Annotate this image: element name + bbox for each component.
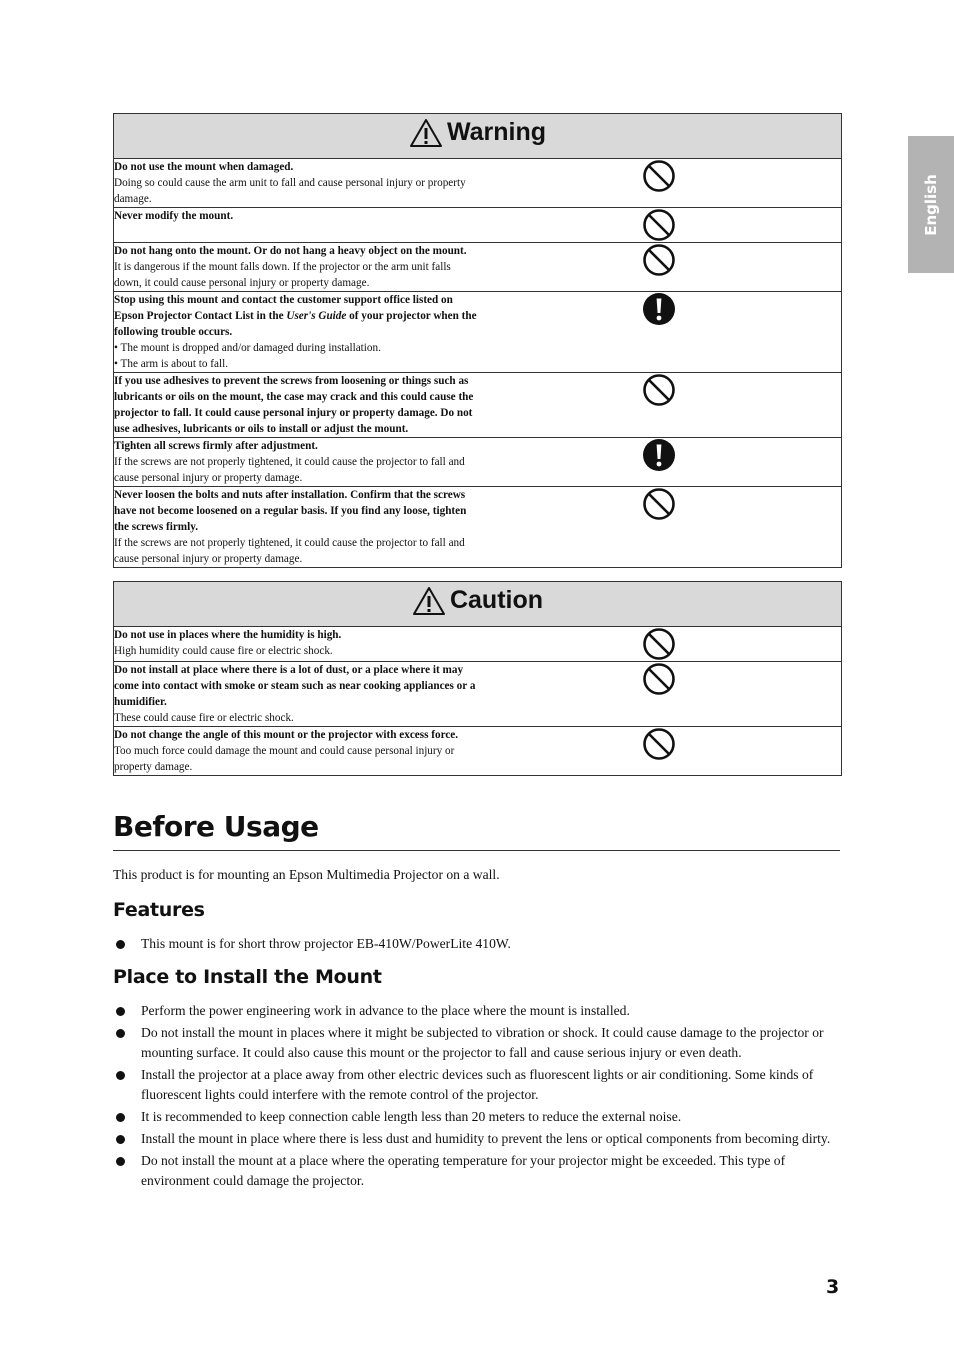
- list-item: It is recommended to keep connection cable length less than 20 meters to reduce the external noise.: [113, 1107, 840, 1127]
- warning-row: [114, 243, 842, 292]
- warning-row-text: [114, 487, 478, 568]
- caution-row-detail: High humidity could cause fire or electric shock.: [114, 645, 333, 657]
- warning-row-bold: Tighten all screws firmly after adjustment.: [114, 440, 318, 452]
- place-heading: Place to Install the Mount: [113, 966, 382, 988]
- list-item: This mount is for short throw projector EB-410W/PowerLite 410W.: [113, 934, 840, 954]
- prohibited-icon: [478, 487, 842, 568]
- warning-row-text: [114, 243, 478, 292]
- prohibited-icon: [478, 627, 842, 662]
- warning-triangle-icon: [409, 118, 443, 148]
- page-title: Before Usage: [113, 808, 840, 851]
- language-tab: [908, 136, 954, 273]
- warning-row-detail: If the screws are not properly tightened, it could cause the projector to fall and cause personal injury or property damage.: [114, 456, 465, 484]
- caution-title: Caution: [449, 586, 544, 614]
- prohibited-icon: [478, 208, 842, 243]
- list-item: Install the mount in place where there is less dust and humidity to prevent the lens or optical components from becoming dirty.: [113, 1129, 840, 1149]
- warning-row: [114, 438, 842, 487]
- caution-row: [114, 727, 842, 776]
- prohibited-icon: [478, 662, 842, 727]
- warning-row: [114, 159, 842, 208]
- list-item: Do not install the mount at a place where the operating temperature for your projector might be exceeded. This type of environment could damage the projector.: [113, 1151, 840, 1191]
- warning-row: [114, 208, 842, 243]
- warning-row-bold: Do not hang onto the mount. Or do not hang a heavy object on the mount.: [114, 245, 467, 257]
- warning-header: [114, 114, 842, 159]
- caution-row-detail: Too much force could damage the mount and could cause personal injury or property damage.: [114, 745, 455, 773]
- caution-row-bold: Do not use in places where the humidity is high.: [114, 629, 342, 641]
- warning-row-bold: Never loosen the bolts and nuts after installation. Confirm that the screws have not become loosened on a regular basis. If you find any loose, tighten the screws firmly.: [114, 489, 467, 533]
- intro-text: This product is for mounting an Epson Multimedia Projector on a wall.: [113, 867, 500, 882]
- caution-triangle-icon: [412, 586, 446, 616]
- language-tab-label: English: [922, 173, 940, 236]
- warning-row-bold: Never modify the mount.: [114, 210, 234, 222]
- list-item: Perform the power engineering work in advance to the place where the mount is installed.: [113, 1001, 840, 1021]
- warning-row-detail: • The mount is dropped and/or damaged during installation.: [114, 342, 381, 354]
- warning-row-detail: It is dangerous if the mount falls down. If the projector or the arm unit falls down, it could cause personal injury or property damage.: [114, 261, 451, 289]
- warning-row: [114, 487, 842, 568]
- place-list: [113, 1001, 840, 1193]
- mandatory-icon: [478, 292, 842, 373]
- caution-row-text: [114, 627, 478, 662]
- list-item: Install the projector at a place away from other electric devices such as fluorescent lights or air conditioning. Some kinds of fluorescent lights could interfere with the remote control of the projector.: [113, 1065, 840, 1105]
- caution-row: [114, 662, 842, 727]
- warning-row-text: [114, 208, 478, 243]
- warning-row-text: [114, 438, 478, 487]
- warning-row: [114, 373, 842, 438]
- caution-row-bold: Do not change the angle of this mount or the projector with excess force.: [114, 729, 459, 741]
- warning-row-detail: • The arm is about to fall.: [114, 358, 229, 370]
- warning-row-detail: If the screws are not properly tightened, it could cause the projector to fall and cause personal injury or property damage.: [114, 537, 465, 565]
- caution-row-text: [114, 727, 478, 776]
- guide-title: User's Guide: [286, 310, 347, 322]
- warning-row-text: [114, 373, 478, 438]
- caution-row-text: [114, 662, 478, 727]
- warning-row-text: [114, 292, 478, 373]
- warning-table: [113, 113, 842, 568]
- caution-table: [113, 581, 842, 776]
- features-list: [113, 934, 840, 956]
- warning-row-bold: Stop using this mount and contact the customer support office listed on Epson Projector Contact List in the User's Guide of your projector when the following trouble occurs.: [114, 294, 477, 338]
- warning-title: Warning: [446, 118, 547, 146]
- caution-row: [114, 627, 842, 662]
- list-item: Do not install the mount in places where it might be subjected to vibration or shock. It could cause damage to the projector or mounting surface. It could also cause this mount or the projector to fall and cause serious injury or even death.: [113, 1023, 840, 1063]
- prohibited-icon: [478, 243, 842, 292]
- warning-row-bold: If you use adhesives to prevent the screws from loosening or things such as lubricants or oils on the mount, the case may crack and this could cause the projector to fall. It could cause personal injury or property damage. Do not use adhesives, lubricants or oils to install or adjust the mount.: [114, 375, 474, 435]
- prohibited-icon: [478, 727, 842, 776]
- warning-row-text: [114, 159, 478, 208]
- page-number: 3: [826, 1276, 840, 1298]
- caution-header: [114, 582, 842, 627]
- mandatory-icon: [478, 438, 842, 487]
- caution-row-bold: Do not install at place where there is a lot of dust, or a place where it may come into contact with smoke or steam such as near cooking appliances or a humidifier.: [114, 664, 476, 708]
- caution-row-detail: These could cause fire or electric shock.: [114, 712, 294, 724]
- warning-row: [114, 292, 842, 373]
- warning-row-bold: Do not use the mount when damaged.: [114, 161, 294, 173]
- prohibited-icon: [478, 373, 842, 438]
- warning-row-detail: Doing so could cause the arm unit to fall and cause personal injury or property damage.: [114, 177, 466, 205]
- prohibited-icon: [478, 159, 842, 208]
- features-heading: Features: [113, 899, 205, 921]
